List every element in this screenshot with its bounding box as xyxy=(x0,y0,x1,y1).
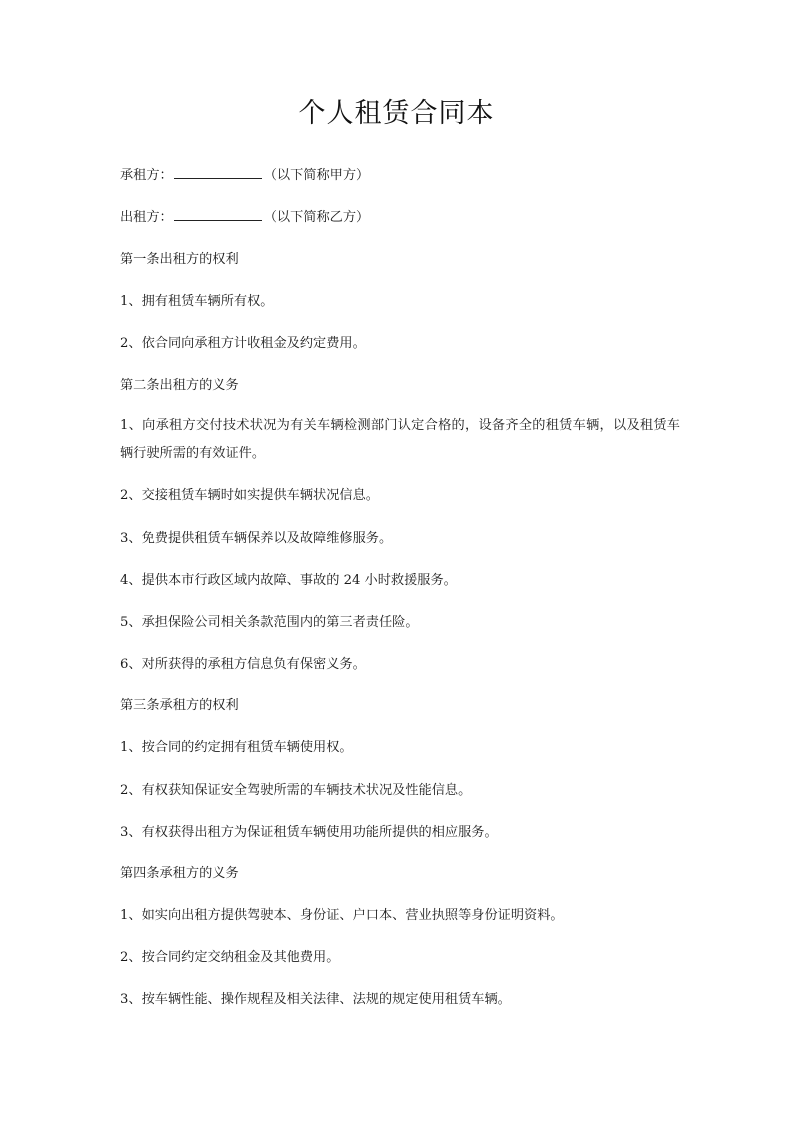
blank-line xyxy=(174,166,262,179)
party-line-lessor xyxy=(120,204,680,232)
article-heading: 第四条承租方的义务 xyxy=(120,866,239,881)
clause: 3、有权获得出租方为保证租赁车辆使用功能所提供的相应服务。 xyxy=(120,825,498,840)
article-heading: 第一条出租方的权利 xyxy=(120,252,239,267)
article-heading: 第三条承租方的权利 xyxy=(120,698,239,713)
document-title: 个人租赁合同本 xyxy=(298,98,495,129)
clause: 3、按车辆性能、操作规程及相关法律、法规的规定使用租赁车辆。 xyxy=(120,992,511,1007)
clause: 1、按合同的约定拥有租赁车辆使用权。 xyxy=(120,740,353,755)
clause: 3、免费提供租赁车辆保养以及故障维修服务。 xyxy=(120,531,393,546)
party-note: （以下简称甲方） xyxy=(263,168,370,183)
clause: 2、有权获知保证安全驾驶所需的车辆技术状况及性能信息。 xyxy=(120,783,472,798)
clause: 2、依合同向承租方计收租金及约定费用。 xyxy=(120,336,366,351)
clause: 5、承担保险公司相关条款范围内的第三者责任险。 xyxy=(120,615,419,630)
party-label: 出租方： xyxy=(120,210,173,225)
party-line-lessee xyxy=(120,162,680,190)
blank-line xyxy=(174,208,262,221)
clause: 1、拥有租赁车辆所有权。 xyxy=(120,294,274,309)
clause: 2、交接租赁车辆时如实提供车辆状况信息。 xyxy=(120,488,379,503)
article-heading: 第二条出租方的义务 xyxy=(120,378,239,393)
clause: 1、如实向出租方提供驾驶本、身份证、户口本、营业执照等身份证明资料。 xyxy=(120,908,564,923)
clause: 4、提供本市行政区域内故障、事故的 24 小时救援服务。 xyxy=(120,573,457,588)
clause: 6、对所获得的承租方信息负有保密义务。 xyxy=(120,657,366,672)
clause: 1、向承租方交付技术状况为有关车辆检测部门认定合格的，设备齐全的租赁车辆，以及租赁车辆行驶所需的有效证件。 xyxy=(120,418,680,461)
party-label: 承租方： xyxy=(120,168,173,183)
party-note: （以下简称乙方） xyxy=(263,210,370,225)
clause: 2、按合同约定交纳租金及其他费用。 xyxy=(120,950,340,965)
